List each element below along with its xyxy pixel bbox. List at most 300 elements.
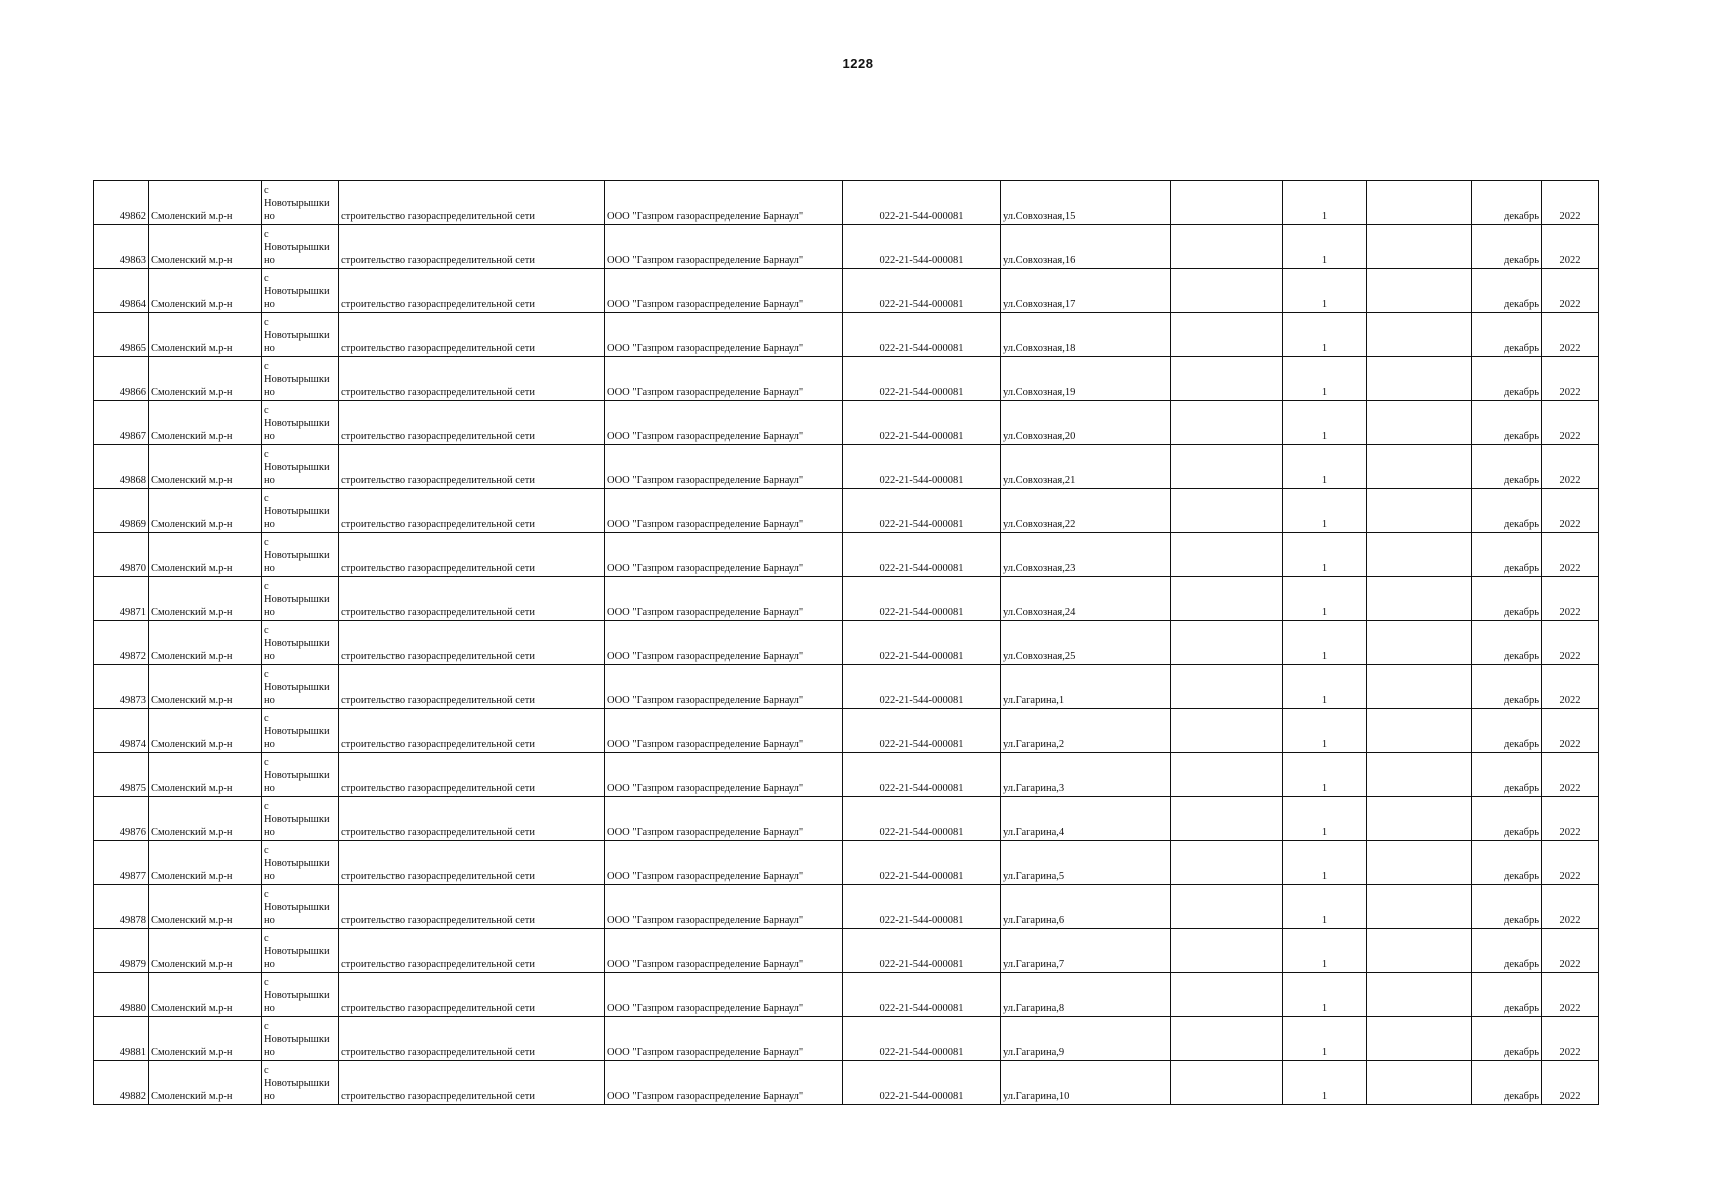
settlement-line: но xyxy=(264,299,275,310)
extra-cell xyxy=(1171,313,1283,357)
month-cell: декабрь xyxy=(1472,665,1542,709)
settlement-line: Новотырышки xyxy=(264,418,330,429)
quantity-cell: 1 xyxy=(1283,929,1367,973)
settlement-line: с xyxy=(264,185,269,196)
blank-cell xyxy=(1367,1017,1472,1061)
address-cell: ул.Совхозная,23 xyxy=(1001,533,1171,577)
quantity-cell: 1 xyxy=(1283,269,1367,313)
quantity-cell: 1 xyxy=(1283,1017,1367,1061)
address-cell: ул.Совхозная,18 xyxy=(1001,313,1171,357)
row-number: 49871 xyxy=(94,577,149,621)
table-row xyxy=(94,357,1599,401)
blank-cell xyxy=(1367,797,1472,841)
year-cell: 2022 xyxy=(1542,577,1599,621)
table-row xyxy=(94,181,1599,225)
extra-cell xyxy=(1171,445,1283,489)
organization-cell: ООО "Газпром газораспределение Барнаул" xyxy=(605,313,843,357)
district-cell: Смоленский м.р-н xyxy=(149,401,262,445)
month-cell: декабрь xyxy=(1472,973,1542,1017)
code-cell: 022-21-544-000081 xyxy=(843,533,1001,577)
settlement-line: Новотырышки xyxy=(264,726,330,737)
month-cell: декабрь xyxy=(1472,269,1542,313)
address-cell: ул.Совхозная,22 xyxy=(1001,489,1171,533)
settlement-line: Новотырышки xyxy=(264,638,330,649)
code-cell: 022-21-544-000081 xyxy=(843,709,1001,753)
month-cell: декабрь xyxy=(1472,401,1542,445)
settlement-line: с xyxy=(264,669,269,680)
organization-cell: ООО "Газпром газораспределение Барнаул" xyxy=(605,445,843,489)
settlement-line: с xyxy=(264,977,269,988)
district-cell: Смоленский м.р-н xyxy=(149,533,262,577)
row-number: 49881 xyxy=(94,1017,149,1061)
organization-cell: ООО "Газпром газораспределение Барнаул" xyxy=(605,841,843,885)
month-cell: декабрь xyxy=(1472,753,1542,797)
settlement-cell xyxy=(262,841,339,885)
settlement-line: Новотырышки xyxy=(264,770,330,781)
table-row xyxy=(94,753,1599,797)
settlement-cell xyxy=(262,489,339,533)
table-row xyxy=(94,1017,1599,1061)
year-cell: 2022 xyxy=(1542,797,1599,841)
row-number: 49862 xyxy=(94,181,149,225)
extra-cell xyxy=(1171,577,1283,621)
settlement-line: Новотырышки xyxy=(264,990,330,1001)
work-type-cell: строительство газораспределительной сети xyxy=(339,1017,605,1061)
table-row xyxy=(94,313,1599,357)
settlement-line: с xyxy=(264,713,269,724)
address-cell: ул.Совхозная,21 xyxy=(1001,445,1171,489)
address-cell: ул.Совхозная,19 xyxy=(1001,357,1171,401)
year-cell: 2022 xyxy=(1542,269,1599,313)
blank-cell xyxy=(1367,489,1472,533)
code-cell: 022-21-544-000081 xyxy=(843,181,1001,225)
blank-cell xyxy=(1367,269,1472,313)
address-cell: ул.Гагарина,2 xyxy=(1001,709,1171,753)
district-cell: Смоленский м.р-н xyxy=(149,181,262,225)
settlement-cell xyxy=(262,753,339,797)
address-cell: ул.Гагарина,3 xyxy=(1001,753,1171,797)
organization-cell: ООО "Газпром газораспределение Барнаул" xyxy=(605,885,843,929)
address-cell: ул.Гагарина,5 xyxy=(1001,841,1171,885)
district-cell: Смоленский м.р-н xyxy=(149,577,262,621)
district-cell: Смоленский м.р-н xyxy=(149,621,262,665)
organization-cell: ООО "Газпром газораспределение Барнаул" xyxy=(605,753,843,797)
blank-cell xyxy=(1367,225,1472,269)
month-cell: декабрь xyxy=(1472,577,1542,621)
extra-cell xyxy=(1171,269,1283,313)
extra-cell xyxy=(1171,357,1283,401)
table-row xyxy=(94,885,1599,929)
organization-cell: ООО "Газпром газораспределение Барнаул" xyxy=(605,357,843,401)
settlement-cell xyxy=(262,973,339,1017)
blank-cell xyxy=(1367,313,1472,357)
row-number: 49866 xyxy=(94,357,149,401)
organization-cell: ООО "Газпром газораспределение Барнаул" xyxy=(605,709,843,753)
extra-cell xyxy=(1171,841,1283,885)
work-type-cell: строительство газораспределительной сети xyxy=(339,709,605,753)
settlement-cell xyxy=(262,709,339,753)
blank-cell xyxy=(1367,929,1472,973)
settlement-line: Новотырышки xyxy=(264,814,330,825)
code-cell: 022-21-544-000081 xyxy=(843,797,1001,841)
month-cell: декабрь xyxy=(1472,929,1542,973)
year-cell: 2022 xyxy=(1542,1061,1599,1105)
settlement-line: с xyxy=(264,449,269,460)
register-body xyxy=(94,181,1599,1105)
settlement-line: но xyxy=(264,475,275,486)
table-row xyxy=(94,577,1599,621)
month-cell: декабрь xyxy=(1472,445,1542,489)
month-cell: декабрь xyxy=(1472,1017,1542,1061)
settlement-line: но xyxy=(264,343,275,354)
extra-cell xyxy=(1171,225,1283,269)
settlement-line: но xyxy=(264,1047,275,1058)
table-row xyxy=(94,269,1599,313)
extra-cell xyxy=(1171,1061,1283,1105)
work-type-cell: строительство газораспределительной сети xyxy=(339,621,605,665)
row-number: 49869 xyxy=(94,489,149,533)
district-cell: Смоленский м.р-н xyxy=(149,973,262,1017)
settlement-line: но xyxy=(264,519,275,530)
address-cell: ул.Совхозная,25 xyxy=(1001,621,1171,665)
settlement-line: Новотырышки xyxy=(264,330,330,341)
year-cell: 2022 xyxy=(1542,1017,1599,1061)
code-cell: 022-21-544-000081 xyxy=(843,973,1001,1017)
address-cell: ул.Совхозная,15 xyxy=(1001,181,1171,225)
work-type-cell: строительство газораспределительной сети xyxy=(339,885,605,929)
row-number: 49880 xyxy=(94,973,149,1017)
blank-cell xyxy=(1367,753,1472,797)
quantity-cell: 1 xyxy=(1283,885,1367,929)
settlement-line: но xyxy=(264,695,275,706)
quantity-cell: 1 xyxy=(1283,973,1367,1017)
district-cell: Смоленский м.р-н xyxy=(149,445,262,489)
work-type-cell: строительство газораспределительной сети xyxy=(339,445,605,489)
settlement-line: с xyxy=(264,361,269,372)
blank-cell xyxy=(1367,885,1472,929)
quantity-cell: 1 xyxy=(1283,709,1367,753)
extra-cell xyxy=(1171,181,1283,225)
address-cell: ул.Гагарина,9 xyxy=(1001,1017,1171,1061)
month-cell: декабрь xyxy=(1472,489,1542,533)
quantity-cell: 1 xyxy=(1283,621,1367,665)
settlement-line: но xyxy=(264,827,275,838)
district-cell: Смоленский м.р-н xyxy=(149,929,262,973)
district-cell: Смоленский м.р-н xyxy=(149,1061,262,1105)
code-cell: 022-21-544-000081 xyxy=(843,885,1001,929)
year-cell: 2022 xyxy=(1542,621,1599,665)
extra-cell xyxy=(1171,621,1283,665)
settlement-line: с xyxy=(264,801,269,812)
quantity-cell: 1 xyxy=(1283,401,1367,445)
organization-cell: ООО "Газпром газораспределение Барнаул" xyxy=(605,621,843,665)
settlement-line: но xyxy=(264,959,275,970)
row-number: 49864 xyxy=(94,269,149,313)
work-type-cell: строительство газораспределительной сети xyxy=(339,181,605,225)
address-cell: ул.Гагарина,4 xyxy=(1001,797,1171,841)
settlement-cell xyxy=(262,313,339,357)
year-cell: 2022 xyxy=(1542,665,1599,709)
settlement-line: с xyxy=(264,1065,269,1076)
settlement-line: с xyxy=(264,405,269,416)
district-cell: Смоленский м.р-н xyxy=(149,313,262,357)
work-type-cell: строительство газораспределительной сети xyxy=(339,577,605,621)
district-cell: Смоленский м.р-н xyxy=(149,709,262,753)
settlement-cell xyxy=(262,533,339,577)
settlement-cell xyxy=(262,225,339,269)
extra-cell xyxy=(1171,797,1283,841)
blank-cell xyxy=(1367,533,1472,577)
blank-cell xyxy=(1367,445,1472,489)
month-cell: декабрь xyxy=(1472,841,1542,885)
quantity-cell: 1 xyxy=(1283,665,1367,709)
table-row xyxy=(94,445,1599,489)
district-cell: Смоленский м.р-н xyxy=(149,489,262,533)
extra-cell xyxy=(1171,533,1283,577)
extra-cell xyxy=(1171,885,1283,929)
code-cell: 022-21-544-000081 xyxy=(843,841,1001,885)
district-cell: Смоленский м.р-н xyxy=(149,269,262,313)
settlement-line: с xyxy=(264,493,269,504)
settlement-line: Новотырышки xyxy=(264,594,330,605)
address-cell: ул.Гагарина,1 xyxy=(1001,665,1171,709)
settlement-line: Новотырышки xyxy=(264,682,330,693)
district-cell: Смоленский м.р-н xyxy=(149,885,262,929)
year-cell: 2022 xyxy=(1542,489,1599,533)
organization-cell: ООО "Газпром газораспределение Барнаул" xyxy=(605,269,843,313)
address-cell: ул.Совхозная,24 xyxy=(1001,577,1171,621)
quantity-cell: 1 xyxy=(1283,445,1367,489)
code-cell: 022-21-544-000081 xyxy=(843,357,1001,401)
table-row xyxy=(94,621,1599,665)
work-type-cell: строительство газораспределительной сети xyxy=(339,225,605,269)
settlement-line: Новотырышки xyxy=(264,462,330,473)
address-cell: ул.Гагарина,7 xyxy=(1001,929,1171,973)
year-cell: 2022 xyxy=(1542,929,1599,973)
year-cell: 2022 xyxy=(1542,709,1599,753)
quantity-cell: 1 xyxy=(1283,797,1367,841)
organization-cell: ООО "Газпром газораспределение Барнаул" xyxy=(605,929,843,973)
quantity-cell: 1 xyxy=(1283,181,1367,225)
extra-cell xyxy=(1171,973,1283,1017)
settlement-cell xyxy=(262,665,339,709)
quantity-cell: 1 xyxy=(1283,753,1367,797)
code-cell: 022-21-544-000081 xyxy=(843,1017,1001,1061)
settlement-line: но xyxy=(264,255,275,266)
settlement-cell xyxy=(262,885,339,929)
code-cell: 022-21-544-000081 xyxy=(843,445,1001,489)
work-type-cell: строительство газораспределительной сети xyxy=(339,313,605,357)
work-type-cell: строительство газораспределительной сети xyxy=(339,533,605,577)
blank-cell xyxy=(1367,841,1472,885)
blank-cell xyxy=(1367,1061,1472,1105)
settlement-line: Новотырышки xyxy=(264,1034,330,1045)
row-number: 49878 xyxy=(94,885,149,929)
work-type-cell: строительство газораспределительной сети xyxy=(339,841,605,885)
settlement-cell xyxy=(262,445,339,489)
settlement-line: с xyxy=(264,537,269,548)
settlement-line: с xyxy=(264,1021,269,1032)
settlement-line: с xyxy=(264,889,269,900)
district-cell: Смоленский м.р-н xyxy=(149,797,262,841)
row-number: 49875 xyxy=(94,753,149,797)
code-cell: 022-21-544-000081 xyxy=(843,753,1001,797)
extra-cell xyxy=(1171,753,1283,797)
settlement-cell xyxy=(262,621,339,665)
work-type-cell: строительство газораспределительной сети xyxy=(339,753,605,797)
row-number: 49867 xyxy=(94,401,149,445)
row-number: 49876 xyxy=(94,797,149,841)
settlement-line: но xyxy=(264,1003,275,1014)
organization-cell: ООО "Газпром газораспределение Барнаул" xyxy=(605,533,843,577)
table-row xyxy=(94,1061,1599,1105)
quantity-cell: 1 xyxy=(1283,357,1367,401)
extra-cell xyxy=(1171,1017,1283,1061)
code-cell: 022-21-544-000081 xyxy=(843,1061,1001,1105)
code-cell: 022-21-544-000081 xyxy=(843,489,1001,533)
table-row xyxy=(94,401,1599,445)
month-cell: декабрь xyxy=(1472,533,1542,577)
settlement-line: с xyxy=(264,845,269,856)
work-type-cell: строительство газораспределительной сети xyxy=(339,1061,605,1105)
settlement-line: но xyxy=(264,607,275,618)
organization-cell: ООО "Газпром газораспределение Барнаул" xyxy=(605,973,843,1017)
code-cell: 022-21-544-000081 xyxy=(843,621,1001,665)
month-cell: декабрь xyxy=(1472,885,1542,929)
settlement-cell xyxy=(262,1061,339,1105)
row-number: 49879 xyxy=(94,929,149,973)
work-type-cell: строительство газораспределительной сети xyxy=(339,269,605,313)
settlement-line: Новотырышки xyxy=(264,374,330,385)
settlement-line: с xyxy=(264,625,269,636)
year-cell: 2022 xyxy=(1542,225,1599,269)
organization-cell: ООО "Газпром газораспределение Барнаул" xyxy=(605,225,843,269)
settlement-line: Новотырышки xyxy=(264,550,330,561)
row-number: 49877 xyxy=(94,841,149,885)
district-cell: Смоленский м.р-н xyxy=(149,841,262,885)
extra-cell xyxy=(1171,401,1283,445)
settlement-line: но xyxy=(264,563,275,574)
row-number: 49873 xyxy=(94,665,149,709)
row-number: 49872 xyxy=(94,621,149,665)
extra-cell xyxy=(1171,665,1283,709)
settlement-line: Новотырышки xyxy=(264,198,330,209)
page-number: 1228 xyxy=(842,56,874,71)
quantity-cell: 1 xyxy=(1283,313,1367,357)
blank-cell xyxy=(1367,973,1472,1017)
settlement-line: но xyxy=(264,783,275,794)
settlement-cell xyxy=(262,929,339,973)
month-cell: декабрь xyxy=(1472,313,1542,357)
district-cell: Смоленский м.р-н xyxy=(149,225,262,269)
district-cell: Смоленский м.р-н xyxy=(149,753,262,797)
settlement-cell xyxy=(262,577,339,621)
month-cell: декабрь xyxy=(1472,181,1542,225)
work-type-cell: строительство газораспределительной сети xyxy=(339,665,605,709)
organization-cell: ООО "Газпром газораспределение Барнаул" xyxy=(605,577,843,621)
table-row xyxy=(94,709,1599,753)
row-number: 49882 xyxy=(94,1061,149,1105)
table-row xyxy=(94,533,1599,577)
blank-cell xyxy=(1367,357,1472,401)
settlement-line: но xyxy=(264,871,275,882)
quantity-cell: 1 xyxy=(1283,841,1367,885)
address-cell: ул.Гагарина,10 xyxy=(1001,1061,1171,1105)
work-type-cell: строительство газораспределительной сети xyxy=(339,973,605,1017)
organization-cell: ООО "Газпром газораспределение Барнаул" xyxy=(605,797,843,841)
quantity-cell: 1 xyxy=(1283,489,1367,533)
organization-cell: ООО "Газпром газораспределение Барнаул" xyxy=(605,665,843,709)
year-cell: 2022 xyxy=(1542,753,1599,797)
settlement-line: Новотырышки xyxy=(264,1078,330,1089)
year-cell: 2022 xyxy=(1542,973,1599,1017)
blank-cell xyxy=(1367,401,1472,445)
organization-cell: ООО "Газпром газораспределение Барнаул" xyxy=(605,1017,843,1061)
settlement-line: Новотырышки xyxy=(264,902,330,913)
settlement-line: с xyxy=(264,229,269,240)
settlement-line: но xyxy=(264,211,275,222)
code-cell: 022-21-544-000081 xyxy=(843,269,1001,313)
quantity-cell: 1 xyxy=(1283,577,1367,621)
year-cell: 2022 xyxy=(1542,885,1599,929)
blank-cell xyxy=(1367,577,1472,621)
month-cell: декабрь xyxy=(1472,225,1542,269)
work-type-cell: строительство газораспределительной сети xyxy=(339,357,605,401)
quantity-cell: 1 xyxy=(1283,533,1367,577)
district-cell: Смоленский м.р-н xyxy=(149,357,262,401)
address-cell: ул.Совхозная,17 xyxy=(1001,269,1171,313)
settlement-line: но xyxy=(264,739,275,750)
blank-cell xyxy=(1367,621,1472,665)
extra-cell xyxy=(1171,709,1283,753)
settlement-cell xyxy=(262,797,339,841)
year-cell: 2022 xyxy=(1542,445,1599,489)
table-row xyxy=(94,665,1599,709)
year-cell: 2022 xyxy=(1542,313,1599,357)
work-type-cell: строительство газораспределительной сети xyxy=(339,489,605,533)
month-cell: декабрь xyxy=(1472,709,1542,753)
row-number: 49868 xyxy=(94,445,149,489)
code-cell: 022-21-544-000081 xyxy=(843,225,1001,269)
extra-cell xyxy=(1171,489,1283,533)
month-cell: декабрь xyxy=(1472,621,1542,665)
settlement-line: Новотырышки xyxy=(264,286,330,297)
settlement-line: но xyxy=(264,1091,275,1102)
row-number: 49874 xyxy=(94,709,149,753)
settlement-cell xyxy=(262,269,339,313)
settlement-line: Новотырышки xyxy=(264,242,330,253)
year-cell: 2022 xyxy=(1542,401,1599,445)
settlement-line: но xyxy=(264,431,275,442)
code-cell: 022-21-544-000081 xyxy=(843,665,1001,709)
blank-cell xyxy=(1367,665,1472,709)
code-cell: 022-21-544-000081 xyxy=(843,313,1001,357)
settlement-line: с xyxy=(264,757,269,768)
organization-cell: ООО "Газпром газораспределение Барнаул" xyxy=(605,181,843,225)
address-cell: ул.Совхозная,16 xyxy=(1001,225,1171,269)
settlement-line: с xyxy=(264,317,269,328)
settlement-line: Новотырышки xyxy=(264,858,330,869)
work-type-cell: строительство газораспределительной сети xyxy=(339,401,605,445)
year-cell: 2022 xyxy=(1542,841,1599,885)
settlement-cell xyxy=(262,357,339,401)
quantity-cell: 1 xyxy=(1283,1061,1367,1105)
organization-cell: ООО "Газпром газораспределение Барнаул" xyxy=(605,1061,843,1105)
year-cell: 2022 xyxy=(1542,357,1599,401)
code-cell: 022-21-544-000081 xyxy=(843,401,1001,445)
district-cell: Смоленский м.р-н xyxy=(149,665,262,709)
work-type-cell: строительство газораспределительной сети xyxy=(339,929,605,973)
